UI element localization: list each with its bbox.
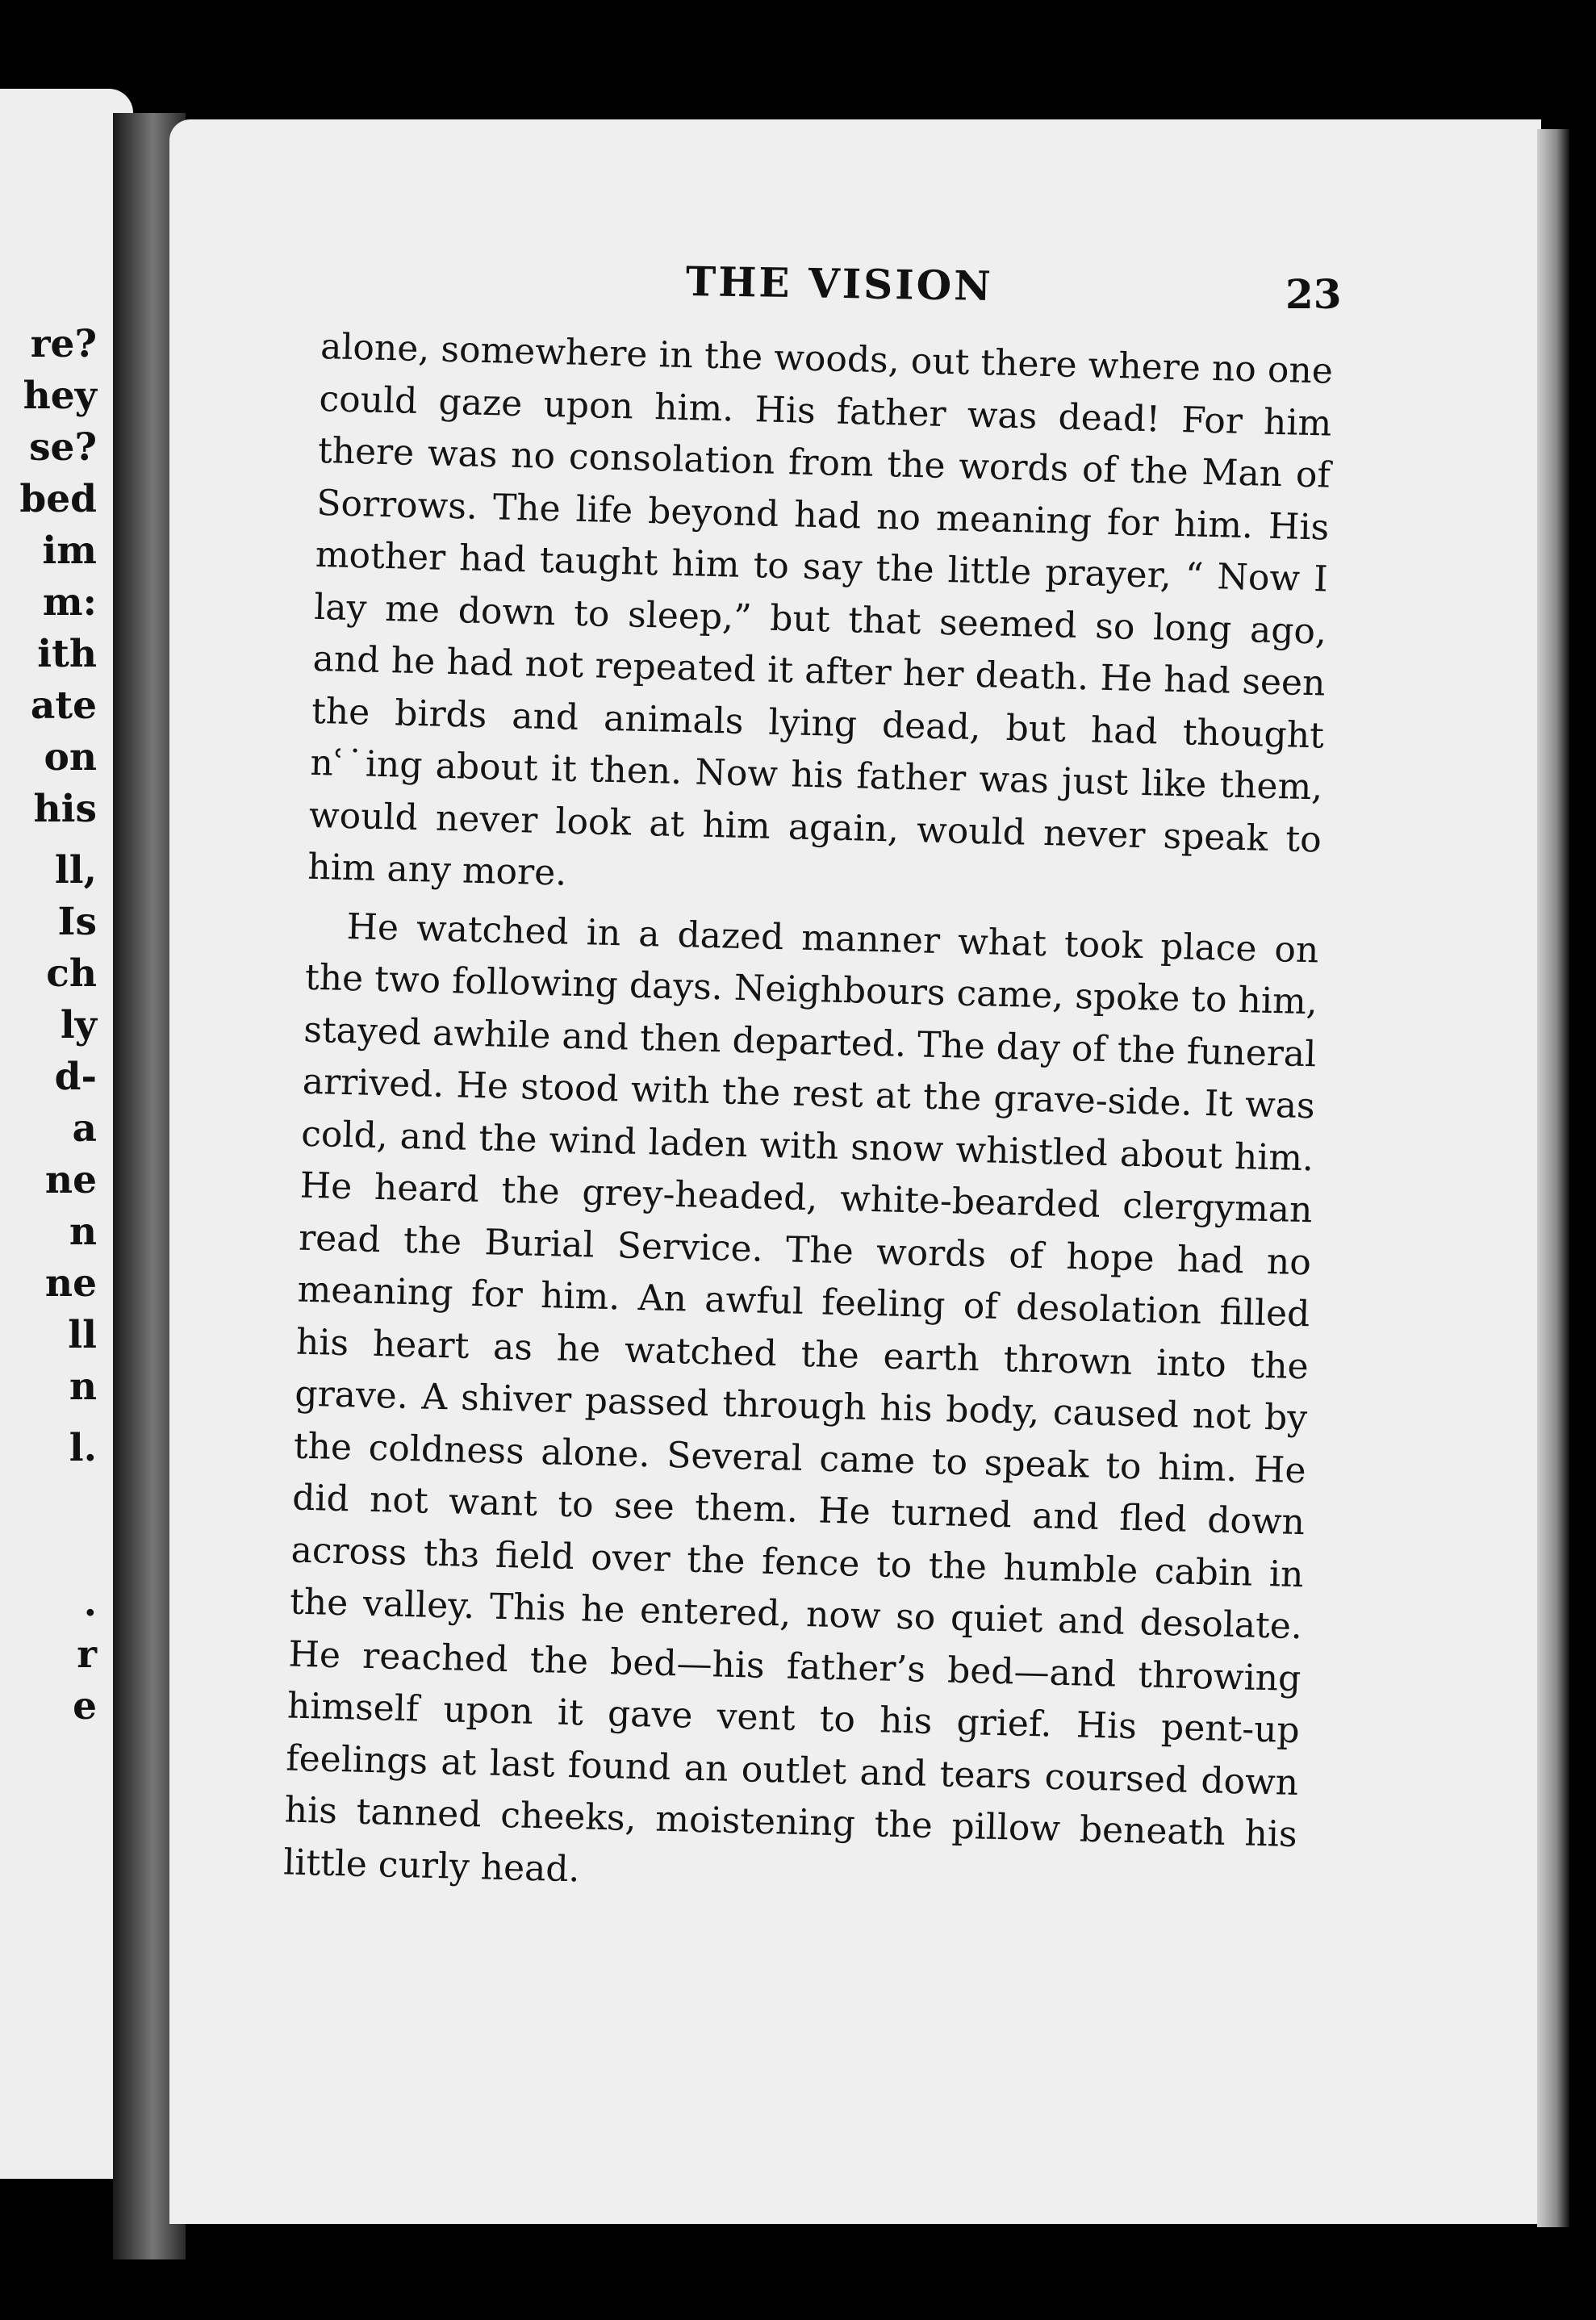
left-line: on xyxy=(44,735,97,780)
left-line xyxy=(0,1474,97,1526)
left-line: . xyxy=(83,1581,97,1625)
left-page-text-fragments xyxy=(0,319,97,1733)
paragraph: He watched in a dazed manner what took place on the two following days. Neighbours came, spoke to him, stayed awhile and then departed. The day of the funeral arrived. He stood with the rest at the grave-side. It was cold, and the wind laden with snow whistled about him. He heard the grey-headed, white-bearded clergyman read the Burial Service. The words of hope had no meaning for him. An awful feeling of desolation filled his heart as he watched the earth thrown into the grave. A shiver passed through his body, caused not by the coldness alone. Several came to speak to him. He did not want to see them. He turned and fled down across thɜ field over the fence to the humble cabin in the valley. This he entered, now so quiet and desolate. He reached the bed—his father’s bed—and throwing himself upon it gave vent to his grief. His pent-up feelings at last found an outlet and tears coursed down his tanned cheeks, moistening the pillow beneath his little curly head. xyxy=(282,905,1319,1890)
left-line: d- xyxy=(54,1055,97,1099)
left-line: se? xyxy=(29,425,97,470)
left-line: ate xyxy=(30,683,97,728)
left-line: Is xyxy=(57,900,97,944)
left-line: ne xyxy=(44,1261,97,1306)
left-line: bed xyxy=(19,477,97,521)
left-line: ly xyxy=(60,1003,97,1047)
left-line: e xyxy=(73,1684,97,1729)
page-edge xyxy=(1537,129,1569,2227)
left-line: m: xyxy=(42,580,97,625)
left-line: ll, xyxy=(54,848,97,892)
left-line: re? xyxy=(30,322,97,366)
left-line: n xyxy=(69,1210,97,1254)
left-line: his xyxy=(33,787,97,831)
body-text xyxy=(283,321,1334,1913)
left-line: im xyxy=(42,529,97,573)
left-line: ith xyxy=(37,632,97,676)
page-number: 23 xyxy=(1285,270,1342,318)
running-head: THE VISION xyxy=(685,257,994,310)
paragraph: alone, somewhere in the woods, out there where no one could gaze upon him. His father was dead! For him there was no consolation from the words of the Man of Sorrows. The life beyond had no meaning for him. His mother had taught him to say the little prayer, “ Now I lay me down to sleep,” but that seemed so long ago, and he had not repeated it after her death. He had seen the birds and animals lying dead, but had thought nʿ˙ing about it then. Now his father was just like them, would never look at him again, would never speak to him any more. xyxy=(307,325,1334,894)
left-line: ne xyxy=(44,1158,97,1202)
left-line: ll xyxy=(68,1313,97,1357)
left-line: hey xyxy=(23,374,97,418)
left-line: a xyxy=(72,1106,97,1151)
left-line: n xyxy=(69,1365,97,1409)
left-line: l. xyxy=(69,1426,97,1470)
left-line: r xyxy=(77,1632,97,1677)
left-line xyxy=(0,1526,97,1578)
left-line: ch xyxy=(46,951,97,996)
